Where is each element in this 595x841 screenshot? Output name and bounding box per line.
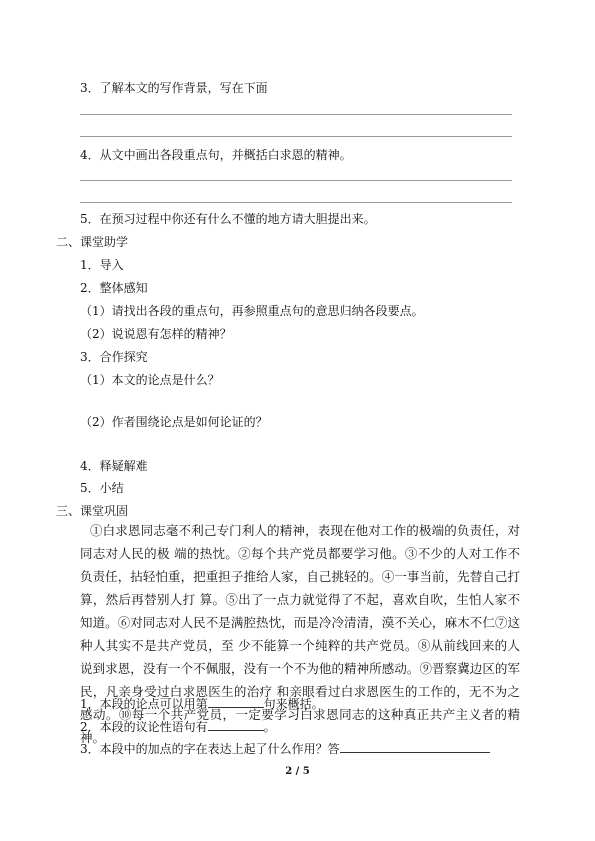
item-4: 4．释疑解难 [80,459,148,473]
consolidation-question-2 [80,719,276,735]
item-2: 2．整体感知 [80,281,148,295]
section-heading-2: 二、课堂助学 [56,235,129,249]
prep-question-4: 4．从文中画出各段重点句，并概括白求恩的精神。 [80,148,352,162]
prep-question-3: 3．了解本文的写作背景，写在下面 [80,81,268,95]
consolidation-question-3 [80,741,490,757]
item-5: 5．小结 [80,481,124,495]
item-2-sub-1: （1）请找出各段的重点句，再参照重点句的意思归纳各段要点。 [80,304,424,318]
item-2-sub-2: （2）说说恩有怎样的精神？ [80,327,232,341]
prep-question-5: 5．在预习过程中你还有什么不懂的地方请大胆提出来。 [80,212,376,226]
fill-in-blank[interactable] [208,719,264,731]
answer-line [80,136,512,137]
question-1-text-before: 1．本段的论点可以用第 [80,697,208,711]
item-3-sub-1: （1）本文的论点是什么？ [80,373,220,387]
item-3: 3．合作探究 [80,350,148,364]
answer-line [80,114,512,115]
answer-line [80,180,512,181]
question-2-text-after: 。 [263,720,276,734]
section-heading-3: 三、课堂巩固 [56,504,129,518]
item-3-sub-2: （2）作者围绕论点是如何论证的？ [80,415,268,429]
question-1-text-after: 句来概括。 [263,697,324,711]
question-2-text-before: 2．本段的议论性语句有 [80,720,208,734]
answer-blank[interactable] [340,741,490,753]
page-number: 2 / 5 [285,766,310,777]
item-1: 1．导入 [80,258,124,272]
fill-in-blank[interactable] [208,696,264,708]
question-3-text: 3．本段中的加点的字在表达上起了什么作用？答 [80,742,340,756]
passage-text: ①白求恩同志毫不利己专门利人的精神，表现在他对工作的极端的负责任，对同志对人民的极 端的热忱。②每个共产党员都要学习他。③不少的人对工作不负责任，拈轻怕重，把重担子推给人家，自己挑轻的。④一事当前，先替自己打算，然后再替别人打 算。⑤出了一点力就觉得了不起，喜欢自吹，生怕人家不知道。⑥对同志对人民不是满腔热忱，而是冷冷清清，漠不关心，麻木不仁⑦这种人其实不是共产党员，至 少不能算一个纯粹的共产党员。⑧从前线回来的人说到求恩，没有一个不佩服，没有一个不为他的精神所感动。⑨晋察冀边区的军民，凡亲身受过白求恩医生的治疗 和亲眼看过白求恩医生的工作的，无不为之感动。⑩每一个共产党员，一定要学习白求恩同志的这种真正共产主义者的精神。 [80,523,520,745]
consolidation-question-1 [80,696,324,712]
answer-line [80,202,512,203]
